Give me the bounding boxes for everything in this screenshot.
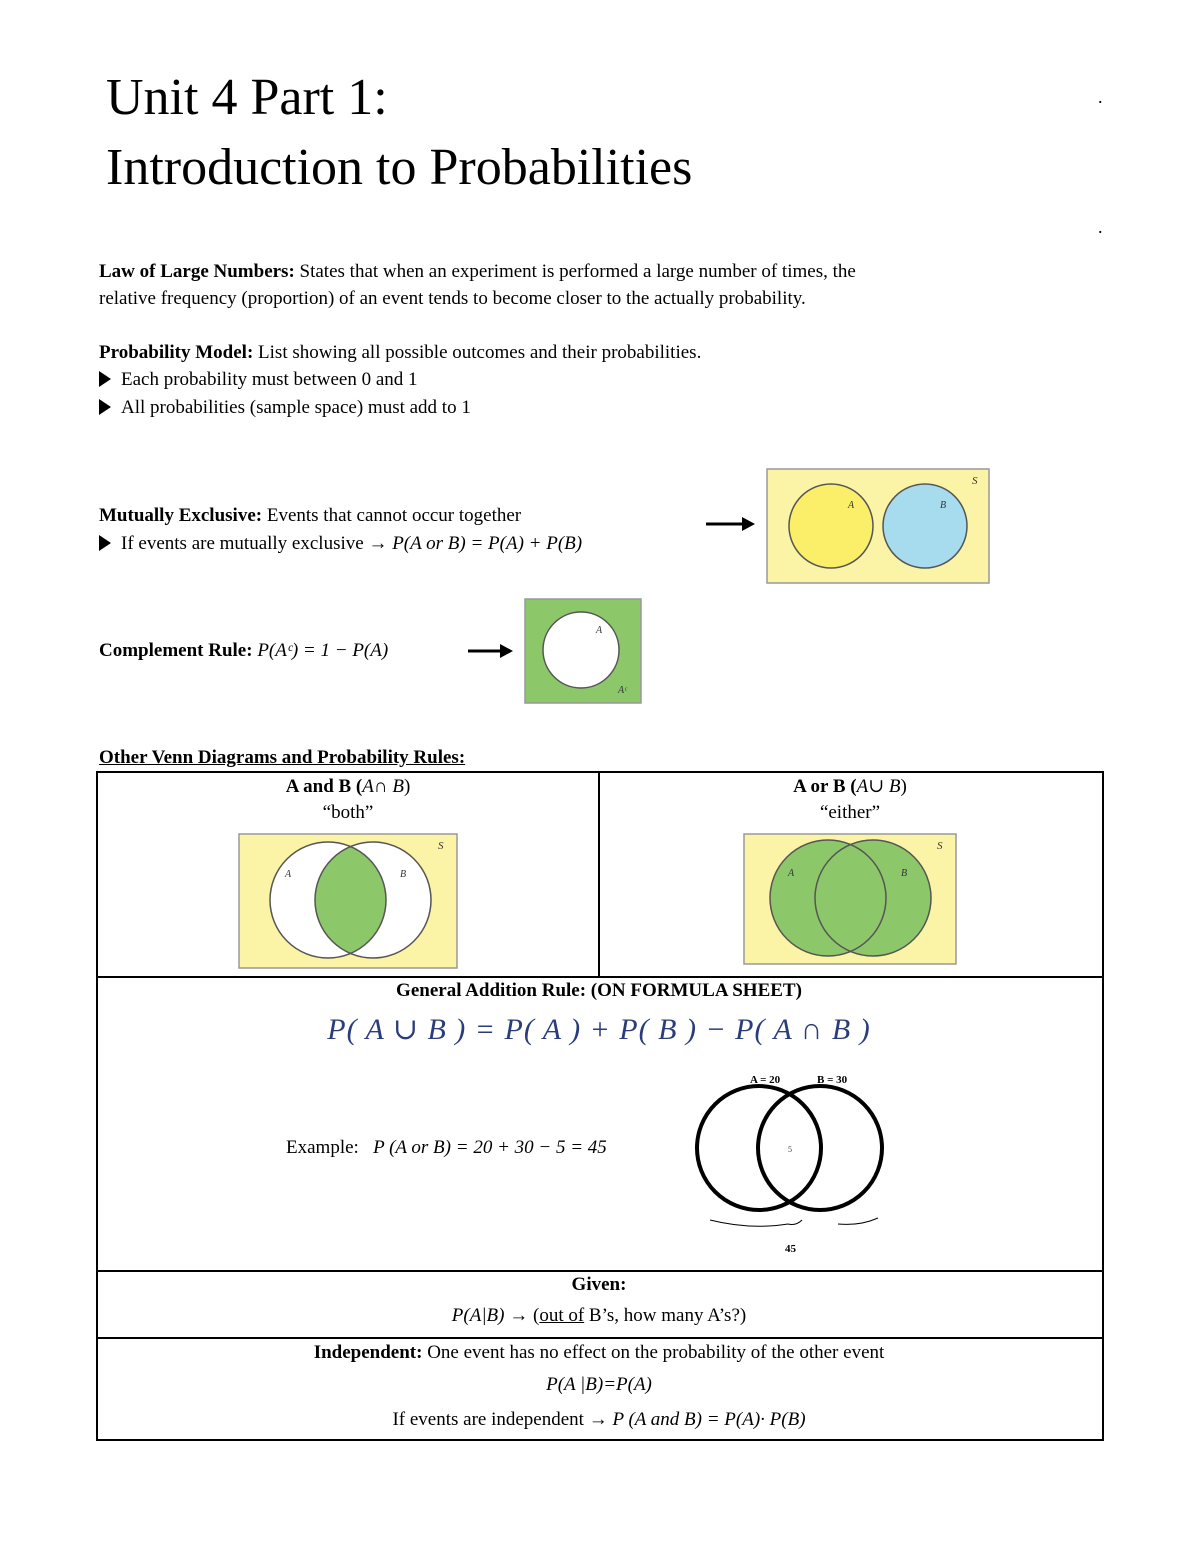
page-title-line1: Unit 4 Part 1: <box>106 69 388 126</box>
independent-text: One event has no effect on the probability of the other event <box>422 1342 885 1363</box>
table-divider <box>96 1270 1102 1272</box>
mutually-exclusive-term: Mutually Exclusive: <box>99 505 263 526</box>
arrowhead-bullet-icon <box>99 399 111 415</box>
example-label: Example: <box>286 1137 359 1158</box>
union-venn-diagram <box>743 833 957 965</box>
venn-label-a: A <box>848 500 855 511</box>
long-arrow-icon <box>466 641 514 661</box>
venn-label-ac: Aᶜ <box>618 685 627 696</box>
complement-rule-term: Complement Rule: <box>99 640 253 661</box>
or-cell-title: A or B (A∪ B) <box>793 776 907 797</box>
given-formula: P(A|B) <box>451 1305 505 1326</box>
margin-dot: . <box>1098 87 1103 107</box>
arrowhead-bullet-icon <box>99 535 111 551</box>
example-label-a: A = 20 <box>750 1074 781 1086</box>
law-large-numbers <box>99 258 1059 312</box>
right-arrow-icon: → <box>368 533 393 554</box>
example-venn-diagram <box>690 1066 890 1260</box>
list-item: If events are mutually exclusive → P(A or B) = P(A) + P(B) <box>99 530 582 557</box>
independent-formula: P(A |B)=P(A) <box>546 1374 652 1395</box>
complement-venn-diagram <box>524 598 642 704</box>
venn-label-s: S <box>972 475 978 487</box>
venn-label-a: A <box>788 868 795 879</box>
general-addition-formula: P( A ∪ B ) = P( A ) + P( B ) − P( A ∩ B ) <box>327 1013 871 1046</box>
long-arrow-icon <box>704 514 756 534</box>
table-divider <box>96 1337 1102 1339</box>
mutually-exclusive-venn-diagram <box>766 468 990 584</box>
probability-model <box>99 339 1059 366</box>
or-cell-subtitle: “either” <box>819 802 881 823</box>
venn-label-b: B <box>940 500 947 511</box>
independent-line <box>98 1341 1100 1365</box>
list-item: All probabilities (sample space) must add to 1 <box>99 394 471 421</box>
independent-term: Independent: <box>313 1342 423 1363</box>
page-title-line2: Introduction to Probabilities <box>106 139 693 196</box>
example-center-value: 5 <box>788 1145 792 1154</box>
venn-label-b: B <box>901 868 908 879</box>
example-label-b: B = 30 <box>817 1074 848 1086</box>
independent-rule: If events are independent → P (A and B) = P(A)· P(B) <box>392 1409 806 1430</box>
complement-rule-formula: P(Aᶜ) = 1 − P(A) <box>252 640 389 661</box>
other-venn-heading: Other Venn Diagrams and Probability Rules: <box>99 747 466 768</box>
intersection-venn-diagram <box>238 833 458 969</box>
law-large-numbers-text: States that when an experiment is performed a large number of times, the <box>294 261 856 282</box>
venn-label-a: A <box>285 869 292 880</box>
venn-label-a: A <box>596 625 603 636</box>
given-title: Given: <box>571 1274 627 1295</box>
general-addition-example <box>286 1136 607 1160</box>
venn-label-b: B <box>400 869 407 880</box>
probability-model-term: Probability Model: <box>99 342 254 363</box>
mutually-exclusive-text: Events that cannot occur together <box>262 505 522 526</box>
list-item: Each probability must between 0 and 1 <box>99 366 418 393</box>
and-cell-title: A and B (A∩ B) <box>285 776 411 797</box>
mutually-exclusive-formula: P(A or B) = P(A) + P(B) <box>392 533 583 554</box>
general-addition-title: General Addition Rule: (ON FORMULA SHEET) <box>396 980 802 1001</box>
given-line: P(A|B) → (out of B’s, how many A’s?) <box>451 1305 747 1326</box>
venn-label-s: S <box>937 840 943 852</box>
arrowhead-bullet-icon <box>99 371 111 387</box>
venn-label-s: S <box>438 840 444 852</box>
law-large-numbers-term: Law of Large Numbers: <box>99 261 295 282</box>
margin-dot: . <box>1098 217 1103 237</box>
right-arrow-icon: → <box>509 1305 529 1326</box>
example-formula: P (A or B) = 20 + 30 − 5 = 45 <box>373 1137 607 1158</box>
example-total: 45 <box>785 1243 796 1255</box>
probability-model-text: List showing all possible outcomes and their probabilities. <box>253 342 702 363</box>
right-arrow-icon: → <box>588 1409 613 1430</box>
and-cell-subtitle: “both” <box>322 802 374 823</box>
law-large-numbers-text-2: relative frequency (proportion) of an event tends to become closer to the actually probability. <box>99 288 806 309</box>
